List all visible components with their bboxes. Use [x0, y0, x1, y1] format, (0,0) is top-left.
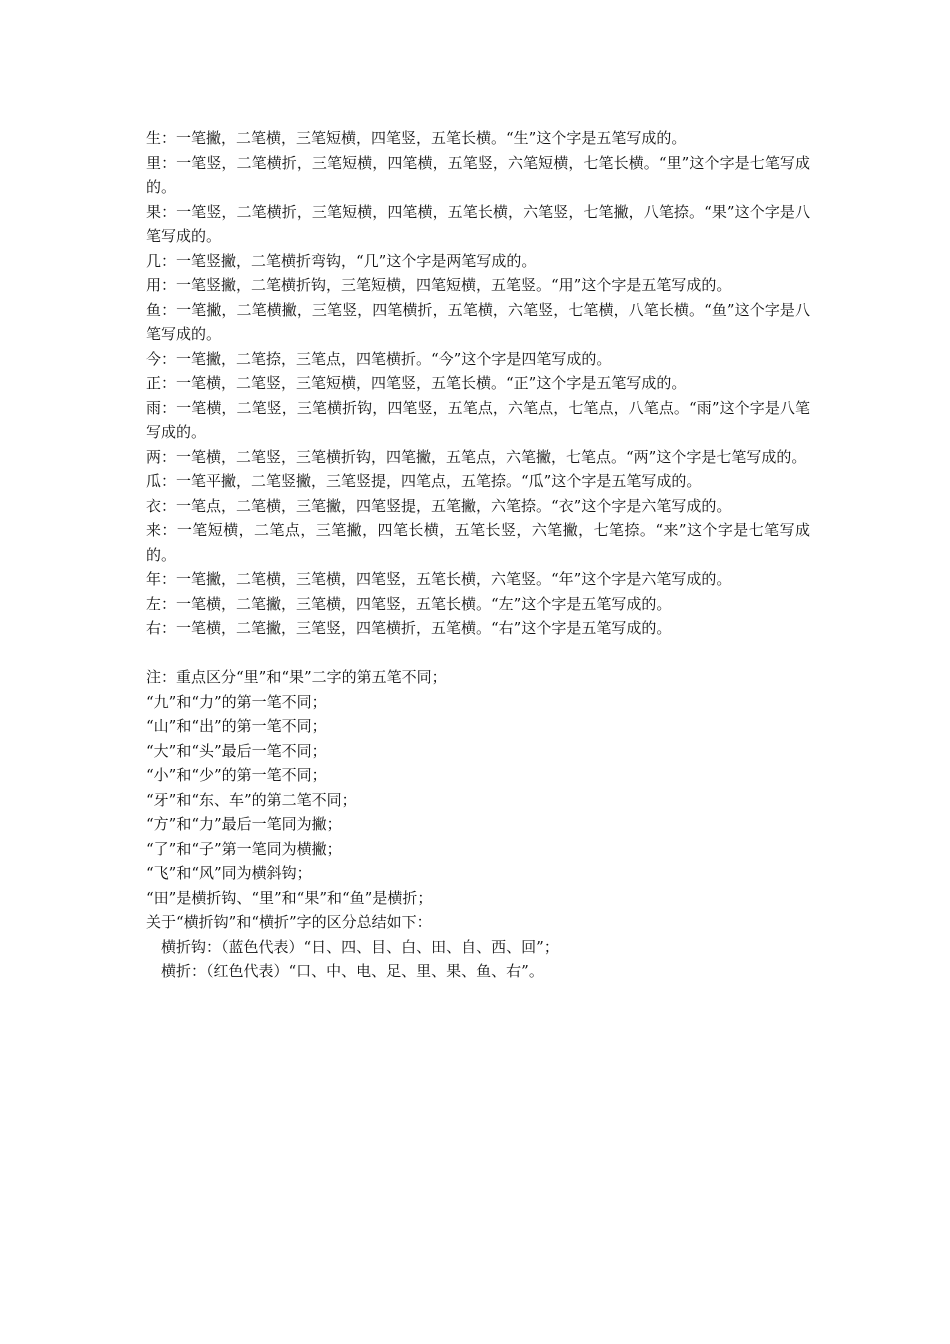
note-line: “大”和“头”最后一笔不同； [146, 741, 327, 760]
note-line: “了”和“子”第一笔同为横撇； [146, 839, 342, 858]
note-line: “小”和“少”的第一笔不同； [146, 766, 327, 784]
stroke-entry-yu-fish: 鱼：一笔撇，二笔横撇，三笔竖，四笔横折，五笔横，六笔竖，七笔横，八笔长横。“鱼”这个字是八笔写成的。 [146, 300, 810, 343]
stroke-entry-ji: 几：一笔竖撇，二笔横折弯钩，“几”这个字是两笔写成的。 [146, 251, 537, 270]
stroke-entry-yong: 用：一笔竖撇，二笔横折钩，三笔短横，四笔短横，五笔竖。“用”这个字是五笔写成的。 [146, 276, 732, 294]
stroke-entry-li: 里：一笔竖，二笔横折，三笔短横，四笔横，五笔竖，六笔短横，七笔长横。“里”这个字是七笔写成的。 [146, 153, 810, 196]
note-line: “九”和“力”的第一笔不同； [146, 692, 327, 711]
stroke-entry-zheng: 正：一笔横，二笔竖，三笔短横，四笔竖，五笔长横。“正”这个字是五笔写成的。 [146, 374, 687, 392]
stroke-entry-guo: 果：一笔竖，二笔横折，三笔短横，四笔横，五笔长横，六笔竖，七笔撇，八笔捺。“果”这个字是八笔写成的。 [146, 202, 810, 245]
notes-section [146, 665, 810, 984]
stroke-entry-you: 右：一笔横，二笔撇，三笔竖，四笔横折，五笔横。“右”这个字是五笔写成的。 [146, 619, 672, 637]
stroke-entry-lai: 来：一笔短横，二笔点，三笔撇，四笔长横，五笔长竖，六笔撇，七笔捺。“来”这个字是七笔写成的。 [146, 521, 810, 564]
stroke-entry-yu-rain: 雨：一笔横，二笔竖，三笔横折钩，四笔竖，五笔点，六笔点，七笔点，八笔点。“雨”这个字是八笔写成的。 [146, 398, 810, 441]
note-line: “牙”和“东、车”的第二笔不同； [146, 790, 357, 809]
document-body [146, 126, 810, 984]
stroke-entry-gua: 瓜：一笔平撇，二笔竖撇，三笔竖提，四笔点，五笔捺。“瓜”这个字是五笔写成的。 [146, 472, 702, 490]
note-line: “飞”和“风”同为横斜钩； [146, 864, 312, 882]
stroke-entry-nian: 年：一笔撇，二笔横，三笔横，四笔竖，五笔长横，六笔竖。“年”这个字是六笔写成的。 [146, 570, 732, 588]
summary-hengzhe: 横折：（红色代表）“口、中、电、足、里、果、鱼、右”。 [161, 962, 544, 980]
stroke-entry-yi: 衣：一笔点，二笔横，三笔撇，四笔竖提，五笔撇，六笔捺。“衣”这个字是六笔写成的。 [146, 496, 732, 515]
note-line: 注：重点区分“里”和“果”二字的第五笔不同； [146, 668, 447, 686]
note-summary-heading: 关于“横折钩”和“横折”字的区分总结如下： [146, 913, 432, 931]
stroke-entry-jin: 今：一笔撇，二笔捺，三笔点，四笔横折。“今”这个字是四笔写成的。 [146, 349, 612, 368]
stroke-entry-liang: 两：一笔横，二笔竖，三笔横折钩，四笔撇，五笔点，六笔撇，七笔点。“两”这个字是七笔写成的。 [146, 447, 807, 466]
note-line: “方”和“力”最后一笔同为撇； [146, 815, 342, 833]
note-line: “田”是横折钩、“里”和“果”和“鱼”是横折； [146, 888, 433, 907]
stroke-order-list [146, 126, 810, 641]
blank-line [146, 641, 810, 666]
stroke-entry-zuo: 左：一笔横，二笔撇，三笔横，四笔竖，五笔长横。“左”这个字是五笔写成的。 [146, 594, 672, 613]
note-line: “山”和“出”的第一笔不同； [146, 717, 327, 735]
summary-hengzhegou: 横折钩：（蓝色代表）“日、四、目、白、田、自、西、回”； [161, 937, 559, 956]
stroke-entry-sheng: 生：一笔撇，二笔横，三笔短横，四笔竖，五笔长横。“生”这个字是五笔写成的。 [146, 129, 687, 147]
